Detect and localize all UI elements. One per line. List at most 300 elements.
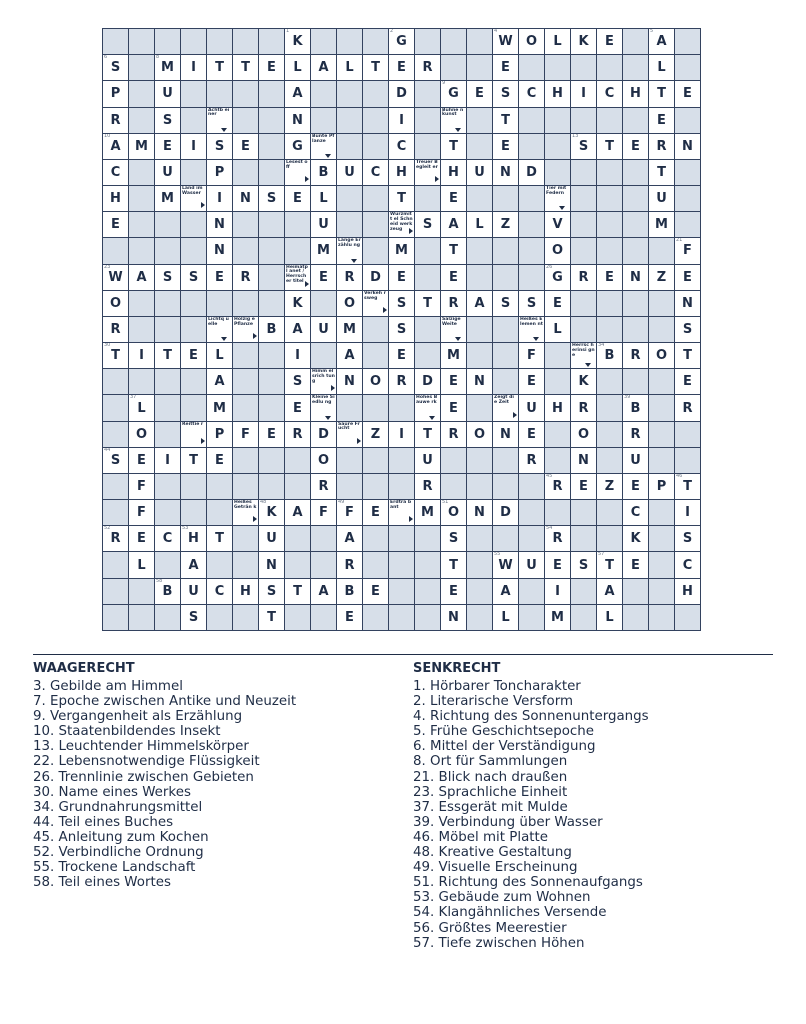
- letter-cell[interactable]: [597, 29, 622, 54]
- empty-cell[interactable]: [545, 369, 570, 394]
- empty-cell[interactable]: [389, 552, 414, 577]
- empty-cell[interactable]: [519, 500, 544, 525]
- empty-cell[interactable]: [493, 317, 518, 342]
- letter-cell[interactable]: [675, 291, 700, 316]
- empty-cell[interactable]: [259, 343, 284, 368]
- letter-cell[interactable]: [389, 134, 414, 159]
- empty-cell[interactable]: [545, 160, 570, 185]
- letter-cell[interactable]: [649, 108, 674, 133]
- empty-cell[interactable]: [519, 605, 544, 630]
- letter-cell[interactable]: [623, 552, 648, 577]
- letter-cell[interactable]: [389, 81, 414, 106]
- letter-cell[interactable]: [103, 108, 128, 133]
- empty-cell[interactable]: [467, 317, 492, 342]
- empty-cell[interactable]: [571, 212, 596, 237]
- empty-cell[interactable]: [259, 108, 284, 133]
- empty-cell[interactable]: [181, 317, 206, 342]
- empty-cell[interactable]: [519, 55, 544, 80]
- letter-cell[interactable]: [155, 160, 180, 185]
- letter-cell[interactable]: [233, 186, 258, 211]
- empty-cell[interactable]: [181, 81, 206, 106]
- letter-cell[interactable]: [649, 212, 674, 237]
- empty-cell[interactable]: [103, 500, 128, 525]
- letter-cell[interactable]: [493, 29, 518, 54]
- empty-cell[interactable]: [415, 605, 440, 630]
- empty-cell[interactable]: [129, 579, 154, 604]
- letter-cell[interactable]: [207, 134, 232, 159]
- empty-cell[interactable]: [467, 552, 492, 577]
- empty-cell[interactable]: [519, 526, 544, 551]
- empty-cell[interactable]: [519, 134, 544, 159]
- empty-cell[interactable]: [545, 55, 570, 80]
- letter-cell[interactable]: [441, 395, 466, 420]
- letter-cell[interactable]: [467, 422, 492, 447]
- empty-cell[interactable]: [389, 474, 414, 499]
- letter-cell[interactable]: [259, 579, 284, 604]
- empty-cell[interactable]: [285, 212, 310, 237]
- letter-cell[interactable]: [285, 291, 310, 316]
- letter-cell[interactable]: [597, 605, 622, 630]
- empty-cell[interactable]: [467, 579, 492, 604]
- empty-cell[interactable]: [363, 526, 388, 551]
- letter-cell[interactable]: [545, 474, 570, 499]
- empty-cell[interactable]: [519, 238, 544, 263]
- empty-cell[interactable]: [181, 212, 206, 237]
- empty-cell[interactable]: [259, 395, 284, 420]
- letter-cell[interactable]: [571, 134, 596, 159]
- empty-cell[interactable]: [545, 422, 570, 447]
- letter-cell[interactable]: [311, 422, 336, 447]
- letter-cell[interactable]: [545, 317, 570, 342]
- empty-cell[interactable]: [675, 108, 700, 133]
- empty-cell[interactable]: [597, 160, 622, 185]
- empty-cell[interactable]: [467, 526, 492, 551]
- empty-cell[interactable]: [675, 160, 700, 185]
- empty-cell[interactable]: [233, 291, 258, 316]
- letter-cell[interactable]: [441, 605, 466, 630]
- empty-cell[interactable]: [233, 474, 258, 499]
- letter-cell[interactable]: [545, 238, 570, 263]
- letter-cell[interactable]: [259, 552, 284, 577]
- letter-cell[interactable]: [285, 395, 310, 420]
- letter-cell[interactable]: [129, 265, 154, 290]
- empty-cell[interactable]: [649, 369, 674, 394]
- empty-cell[interactable]: [493, 474, 518, 499]
- empty-cell[interactable]: [181, 500, 206, 525]
- letter-cell[interactable]: [623, 134, 648, 159]
- letter-cell[interactable]: [285, 343, 310, 368]
- empty-cell[interactable]: [363, 29, 388, 54]
- letter-cell[interactable]: [493, 500, 518, 525]
- empty-cell[interactable]: [259, 160, 284, 185]
- letter-cell[interactable]: [259, 317, 284, 342]
- letter-cell[interactable]: [103, 55, 128, 80]
- empty-cell[interactable]: [649, 422, 674, 447]
- empty-cell[interactable]: [441, 55, 466, 80]
- letter-cell[interactable]: [519, 291, 544, 316]
- empty-cell[interactable]: [467, 474, 492, 499]
- empty-cell[interactable]: [649, 395, 674, 420]
- empty-cell[interactable]: [363, 552, 388, 577]
- letter-cell[interactable]: [415, 291, 440, 316]
- empty-cell[interactable]: [311, 552, 336, 577]
- letter-cell[interactable]: [571, 265, 596, 290]
- letter-cell[interactable]: [545, 265, 570, 290]
- empty-cell[interactable]: [597, 317, 622, 342]
- letter-cell[interactable]: [649, 29, 674, 54]
- letter-cell[interactable]: [181, 134, 206, 159]
- empty-cell[interactable]: [259, 265, 284, 290]
- letter-cell[interactable]: [467, 500, 492, 525]
- empty-cell[interactable]: [415, 552, 440, 577]
- letter-cell[interactable]: [103, 526, 128, 551]
- letter-cell[interactable]: [363, 160, 388, 185]
- letter-cell[interactable]: [493, 108, 518, 133]
- letter-cell[interactable]: [337, 55, 362, 80]
- empty-cell[interactable]: [155, 238, 180, 263]
- empty-cell[interactable]: [363, 395, 388, 420]
- empty-cell[interactable]: [623, 29, 648, 54]
- empty-cell[interactable]: [259, 291, 284, 316]
- letter-cell[interactable]: [389, 265, 414, 290]
- empty-cell[interactable]: [597, 212, 622, 237]
- letter-cell[interactable]: [649, 55, 674, 80]
- empty-cell[interactable]: [415, 317, 440, 342]
- letter-cell[interactable]: [285, 422, 310, 447]
- letter-cell[interactable]: [493, 605, 518, 630]
- letter-cell[interactable]: [285, 81, 310, 106]
- letter-cell[interactable]: [389, 160, 414, 185]
- empty-cell[interactable]: [129, 160, 154, 185]
- letter-cell[interactable]: [493, 212, 518, 237]
- letter-cell[interactable]: [103, 448, 128, 473]
- empty-cell[interactable]: [103, 395, 128, 420]
- letter-cell[interactable]: [389, 108, 414, 133]
- empty-cell[interactable]: [623, 186, 648, 211]
- letter-cell[interactable]: [493, 134, 518, 159]
- letter-cell[interactable]: [597, 134, 622, 159]
- letter-cell[interactable]: [623, 265, 648, 290]
- letter-cell[interactable]: [649, 134, 674, 159]
- letter-cell[interactable]: [441, 160, 466, 185]
- empty-cell[interactable]: [129, 238, 154, 263]
- empty-cell[interactable]: [233, 160, 258, 185]
- letter-cell[interactable]: [389, 291, 414, 316]
- letter-cell[interactable]: [337, 317, 362, 342]
- letter-cell[interactable]: [519, 81, 544, 106]
- letter-cell[interactable]: [519, 343, 544, 368]
- empty-cell[interactable]: [311, 108, 336, 133]
- letter-cell[interactable]: [155, 81, 180, 106]
- letter-cell[interactable]: [441, 369, 466, 394]
- letter-cell[interactable]: [363, 265, 388, 290]
- empty-cell[interactable]: [649, 238, 674, 263]
- letter-cell[interactable]: [129, 552, 154, 577]
- empty-cell[interactable]: [597, 108, 622, 133]
- empty-cell[interactable]: [467, 108, 492, 133]
- empty-cell[interactable]: [103, 605, 128, 630]
- letter-cell[interactable]: [233, 422, 258, 447]
- letter-cell[interactable]: [571, 552, 596, 577]
- letter-cell[interactable]: [155, 186, 180, 211]
- letter-cell[interactable]: [623, 526, 648, 551]
- letter-cell[interactable]: [363, 422, 388, 447]
- empty-cell[interactable]: [389, 526, 414, 551]
- letter-cell[interactable]: [311, 448, 336, 473]
- empty-cell[interactable]: [467, 605, 492, 630]
- letter-cell[interactable]: [285, 500, 310, 525]
- letter-cell[interactable]: [181, 448, 206, 473]
- empty-cell[interactable]: [467, 238, 492, 263]
- letter-cell[interactable]: [493, 160, 518, 185]
- empty-cell[interactable]: [103, 474, 128, 499]
- letter-cell[interactable]: [285, 55, 310, 80]
- letter-cell[interactable]: [181, 343, 206, 368]
- letter-cell[interactable]: [545, 395, 570, 420]
- letter-cell[interactable]: [545, 212, 570, 237]
- empty-cell[interactable]: [233, 29, 258, 54]
- letter-cell[interactable]: [649, 343, 674, 368]
- letter-cell[interactable]: [181, 552, 206, 577]
- empty-cell[interactable]: [259, 212, 284, 237]
- empty-cell[interactable]: [207, 291, 232, 316]
- empty-cell[interactable]: [415, 134, 440, 159]
- empty-cell[interactable]: [207, 29, 232, 54]
- letter-cell[interactable]: [493, 579, 518, 604]
- letter-cell[interactable]: [363, 500, 388, 525]
- letter-cell[interactable]: [129, 526, 154, 551]
- letter-cell[interactable]: [441, 81, 466, 106]
- empty-cell[interactable]: [649, 448, 674, 473]
- letter-cell[interactable]: [285, 29, 310, 54]
- letter-cell[interactable]: [181, 605, 206, 630]
- empty-cell[interactable]: [675, 212, 700, 237]
- empty-cell[interactable]: [493, 526, 518, 551]
- letter-cell[interactable]: [181, 55, 206, 80]
- empty-cell[interactable]: [467, 134, 492, 159]
- letter-cell[interactable]: [311, 317, 336, 342]
- letter-cell[interactable]: [415, 212, 440, 237]
- empty-cell[interactable]: [597, 291, 622, 316]
- letter-cell[interactable]: [545, 81, 570, 106]
- empty-cell[interactable]: [597, 369, 622, 394]
- empty-cell[interactable]: [415, 108, 440, 133]
- empty-cell[interactable]: [363, 343, 388, 368]
- letter-cell[interactable]: [103, 317, 128, 342]
- empty-cell[interactable]: [103, 552, 128, 577]
- empty-cell[interactable]: [597, 55, 622, 80]
- empty-cell[interactable]: [675, 29, 700, 54]
- letter-cell[interactable]: [207, 238, 232, 263]
- empty-cell[interactable]: [571, 500, 596, 525]
- letter-cell[interactable]: [675, 343, 700, 368]
- letter-cell[interactable]: [441, 186, 466, 211]
- empty-cell[interactable]: [181, 395, 206, 420]
- empty-cell[interactable]: [337, 108, 362, 133]
- empty-cell[interactable]: [129, 55, 154, 80]
- letter-cell[interactable]: [415, 474, 440, 499]
- empty-cell[interactable]: [597, 448, 622, 473]
- empty-cell[interactable]: [493, 186, 518, 211]
- empty-cell[interactable]: [129, 317, 154, 342]
- letter-cell[interactable]: [441, 579, 466, 604]
- letter-cell[interactable]: [441, 265, 466, 290]
- letter-cell[interactable]: [129, 500, 154, 525]
- empty-cell[interactable]: [233, 369, 258, 394]
- empty-cell[interactable]: [233, 108, 258, 133]
- letter-cell[interactable]: [259, 526, 284, 551]
- empty-cell[interactable]: [233, 212, 258, 237]
- empty-cell[interactable]: [623, 579, 648, 604]
- letter-cell[interactable]: [441, 552, 466, 577]
- empty-cell[interactable]: [519, 579, 544, 604]
- empty-cell[interactable]: [337, 212, 362, 237]
- empty-cell[interactable]: [571, 317, 596, 342]
- letter-cell[interactable]: [181, 579, 206, 604]
- letter-cell[interactable]: [259, 55, 284, 80]
- letter-cell[interactable]: [597, 265, 622, 290]
- empty-cell[interactable]: [493, 343, 518, 368]
- empty-cell[interactable]: [259, 474, 284, 499]
- letter-cell[interactable]: [155, 55, 180, 80]
- letter-cell[interactable]: [441, 291, 466, 316]
- letter-cell[interactable]: [415, 369, 440, 394]
- letter-cell[interactable]: [675, 526, 700, 551]
- letter-cell[interactable]: [259, 500, 284, 525]
- empty-cell[interactable]: [571, 579, 596, 604]
- empty-cell[interactable]: [597, 526, 622, 551]
- empty-cell[interactable]: [233, 552, 258, 577]
- empty-cell[interactable]: [181, 29, 206, 54]
- letter-cell[interactable]: [675, 579, 700, 604]
- empty-cell[interactable]: [233, 238, 258, 263]
- letter-cell[interactable]: [389, 317, 414, 342]
- empty-cell[interactable]: [337, 81, 362, 106]
- letter-cell[interactable]: [571, 395, 596, 420]
- empty-cell[interactable]: [519, 186, 544, 211]
- letter-cell[interactable]: [103, 134, 128, 159]
- empty-cell[interactable]: [597, 500, 622, 525]
- letter-cell[interactable]: [519, 448, 544, 473]
- empty-cell[interactable]: [415, 238, 440, 263]
- empty-cell[interactable]: [545, 343, 570, 368]
- empty-cell[interactable]: [467, 343, 492, 368]
- empty-cell[interactable]: [311, 526, 336, 551]
- empty-cell[interactable]: [155, 552, 180, 577]
- letter-cell[interactable]: [207, 343, 232, 368]
- empty-cell[interactable]: [649, 605, 674, 630]
- empty-cell[interactable]: [493, 238, 518, 263]
- letter-cell[interactable]: [337, 552, 362, 577]
- empty-cell[interactable]: [129, 291, 154, 316]
- letter-cell[interactable]: [623, 448, 648, 473]
- letter-cell[interactable]: [675, 500, 700, 525]
- letter-cell[interactable]: [129, 395, 154, 420]
- empty-cell[interactable]: [363, 317, 388, 342]
- empty-cell[interactable]: [103, 369, 128, 394]
- letter-cell[interactable]: [337, 500, 362, 525]
- letter-cell[interactable]: [285, 579, 310, 604]
- letter-cell[interactable]: [207, 212, 232, 237]
- letter-cell[interactable]: [129, 474, 154, 499]
- letter-cell[interactable]: [467, 291, 492, 316]
- letter-cell[interactable]: [285, 186, 310, 211]
- empty-cell[interactable]: [285, 552, 310, 577]
- letter-cell[interactable]: [675, 369, 700, 394]
- empty-cell[interactable]: [363, 212, 388, 237]
- letter-cell[interactable]: [207, 160, 232, 185]
- letter-cell[interactable]: [233, 579, 258, 604]
- empty-cell[interactable]: [545, 134, 570, 159]
- letter-cell[interactable]: [337, 291, 362, 316]
- empty-cell[interactable]: [259, 238, 284, 263]
- empty-cell[interactable]: [467, 265, 492, 290]
- empty-cell[interactable]: [519, 265, 544, 290]
- empty-cell[interactable]: [129, 186, 154, 211]
- letter-cell[interactable]: [233, 55, 258, 80]
- letter-cell[interactable]: [285, 134, 310, 159]
- letter-cell[interactable]: [623, 81, 648, 106]
- empty-cell[interactable]: [155, 369, 180, 394]
- empty-cell[interactable]: [467, 395, 492, 420]
- empty-cell[interactable]: [207, 605, 232, 630]
- letter-cell[interactable]: [493, 55, 518, 80]
- letter-cell[interactable]: [337, 526, 362, 551]
- letter-cell[interactable]: [155, 134, 180, 159]
- letter-cell[interactable]: [675, 474, 700, 499]
- empty-cell[interactable]: [467, 29, 492, 54]
- empty-cell[interactable]: [285, 448, 310, 473]
- empty-cell[interactable]: [155, 212, 180, 237]
- letter-cell[interactable]: [129, 134, 154, 159]
- letter-cell[interactable]: [623, 500, 648, 525]
- letter-cell[interactable]: [675, 81, 700, 106]
- empty-cell[interactable]: [675, 186, 700, 211]
- empty-cell[interactable]: [103, 579, 128, 604]
- empty-cell[interactable]: [311, 29, 336, 54]
- letter-cell[interactable]: [597, 343, 622, 368]
- letter-cell[interactable]: [311, 579, 336, 604]
- empty-cell[interactable]: [363, 81, 388, 106]
- letter-cell[interactable]: [207, 395, 232, 420]
- letter-cell[interactable]: [389, 55, 414, 80]
- empty-cell[interactable]: [623, 317, 648, 342]
- letter-cell[interactable]: [519, 160, 544, 185]
- letter-cell[interactable]: [155, 265, 180, 290]
- empty-cell[interactable]: [233, 395, 258, 420]
- empty-cell[interactable]: [389, 605, 414, 630]
- letter-cell[interactable]: [519, 395, 544, 420]
- letter-cell[interactable]: [155, 579, 180, 604]
- empty-cell[interactable]: [259, 134, 284, 159]
- empty-cell[interactable]: [129, 212, 154, 237]
- empty-cell[interactable]: [623, 108, 648, 133]
- letter-cell[interactable]: [207, 448, 232, 473]
- empty-cell[interactable]: [389, 395, 414, 420]
- empty-cell[interactable]: [129, 29, 154, 54]
- letter-cell[interactable]: [103, 265, 128, 290]
- empty-cell[interactable]: [155, 291, 180, 316]
- empty-cell[interactable]: [571, 108, 596, 133]
- letter-cell[interactable]: [519, 552, 544, 577]
- letter-cell[interactable]: [545, 29, 570, 54]
- letter-cell[interactable]: [571, 422, 596, 447]
- letter-cell[interactable]: [441, 134, 466, 159]
- letter-cell[interactable]: [545, 526, 570, 551]
- empty-cell[interactable]: [363, 238, 388, 263]
- empty-cell[interactable]: [519, 474, 544, 499]
- letter-cell[interactable]: [389, 29, 414, 54]
